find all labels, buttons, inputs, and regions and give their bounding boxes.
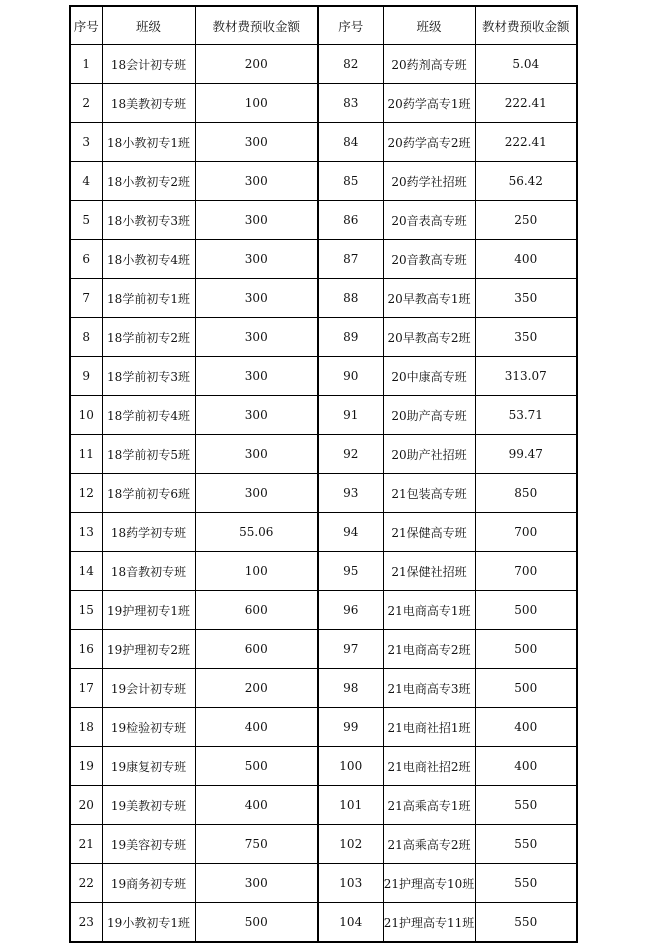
table-row <box>70 747 577 786</box>
row-amount-right: 700 <box>475 552 577 591</box>
row-class-right: 20助产高专班 <box>383 396 475 435</box>
row-index: 5 <box>70 201 102 240</box>
row-amount: 300 <box>195 474 318 513</box>
table-row <box>70 669 577 708</box>
row-class: 18学前初专6班 <box>102 474 195 513</box>
header-index: 序号 <box>70 6 102 45</box>
row-amount: 300 <box>195 396 318 435</box>
row-class: 18学前初专1班 <box>102 279 195 318</box>
table-row <box>70 162 577 201</box>
row-index: 9 <box>70 357 102 396</box>
row-index-right: 94 <box>318 513 383 552</box>
row-amount: 100 <box>195 552 318 591</box>
row-amount-right: 222.41 <box>475 123 577 162</box>
row-class-right: 21护理高专10班 <box>383 864 475 903</box>
row-class-right: 21电商高专1班 <box>383 591 475 630</box>
table-row <box>70 903 577 943</box>
row-index: 8 <box>70 318 102 357</box>
header-amount-right: 教材费预收金额 <box>475 6 577 45</box>
row-class-right: 21电商高专2班 <box>383 630 475 669</box>
row-amount: 400 <box>195 708 318 747</box>
row-amount: 500 <box>195 903 318 943</box>
row-index: 21 <box>70 825 102 864</box>
row-amount-right: 550 <box>475 903 577 943</box>
row-index-right: 102 <box>318 825 383 864</box>
row-amount: 300 <box>195 318 318 357</box>
row-class: 19商务初专班 <box>102 864 195 903</box>
row-index: 16 <box>70 630 102 669</box>
row-index: 7 <box>70 279 102 318</box>
row-amount: 300 <box>195 240 318 279</box>
row-class-right: 20早教高专1班 <box>383 279 475 318</box>
header-class: 班级 <box>102 6 195 45</box>
row-class-right: 21保健社招班 <box>383 552 475 591</box>
row-class: 18学前初专4班 <box>102 396 195 435</box>
table-row <box>70 513 577 552</box>
table-row <box>70 357 577 396</box>
row-class-right: 20早教高专2班 <box>383 318 475 357</box>
row-class-right: 21电商高专3班 <box>383 669 475 708</box>
row-class: 18学前初专5班 <box>102 435 195 474</box>
header-row <box>70 6 577 45</box>
table-row <box>70 201 577 240</box>
row-class: 19护理初专2班 <box>102 630 195 669</box>
table-row <box>70 786 577 825</box>
row-amount: 500 <box>195 747 318 786</box>
row-class: 19美容初专班 <box>102 825 195 864</box>
row-index-right: 82 <box>318 45 383 84</box>
row-amount: 300 <box>195 357 318 396</box>
row-index: 19 <box>70 747 102 786</box>
row-class: 18小教初专1班 <box>102 123 195 162</box>
row-index: 2 <box>70 84 102 123</box>
table-row <box>70 825 577 864</box>
row-class-right: 20音教高专班 <box>383 240 475 279</box>
row-class-right: 21保健高专班 <box>383 513 475 552</box>
row-index-right: 103 <box>318 864 383 903</box>
row-amount-right: 313.07 <box>475 357 577 396</box>
row-class: 19护理初专1班 <box>102 591 195 630</box>
row-amount: 200 <box>195 45 318 84</box>
row-class: 18美教初专班 <box>102 84 195 123</box>
row-amount-right: 99.47 <box>475 435 577 474</box>
row-index-right: 87 <box>318 240 383 279</box>
row-index-right: 85 <box>318 162 383 201</box>
row-amount-right: 400 <box>475 240 577 279</box>
row-amount-right: 56.42 <box>475 162 577 201</box>
row-index: 18 <box>70 708 102 747</box>
row-class-right: 20药学社招班 <box>383 162 475 201</box>
row-class: 18学前初专3班 <box>102 357 195 396</box>
row-class-right: 21电商社招2班 <box>383 747 475 786</box>
row-index: 22 <box>70 864 102 903</box>
row-amount: 400 <box>195 786 318 825</box>
table-row <box>70 630 577 669</box>
table-row <box>70 552 577 591</box>
row-index-right: 92 <box>318 435 383 474</box>
row-amount-right: 53.71 <box>475 396 577 435</box>
row-class: 18小教初专2班 <box>102 162 195 201</box>
row-class: 18小教初专3班 <box>102 201 195 240</box>
table-row <box>70 123 577 162</box>
row-amount-right: 850 <box>475 474 577 513</box>
row-class-right: 20药剂高专班 <box>383 45 475 84</box>
row-index: 1 <box>70 45 102 84</box>
row-index: 3 <box>70 123 102 162</box>
table-row <box>70 45 577 84</box>
row-index: 12 <box>70 474 102 513</box>
row-index: 4 <box>70 162 102 201</box>
row-amount: 300 <box>195 162 318 201</box>
row-amount: 300 <box>195 864 318 903</box>
table-row <box>70 84 577 123</box>
table-row <box>70 708 577 747</box>
row-index: 6 <box>70 240 102 279</box>
header-index-right: 序号 <box>318 6 383 45</box>
row-class: 19小教初专1班 <box>102 903 195 943</box>
row-amount: 600 <box>195 591 318 630</box>
row-index-right: 89 <box>318 318 383 357</box>
row-class-right: 20药学高专2班 <box>383 123 475 162</box>
row-amount: 100 <box>195 84 318 123</box>
row-index-right: 100 <box>318 747 383 786</box>
row-amount-right: 350 <box>475 279 577 318</box>
row-amount: 300 <box>195 201 318 240</box>
row-amount-right: 500 <box>475 669 577 708</box>
row-amount: 600 <box>195 630 318 669</box>
row-amount-right: 500 <box>475 591 577 630</box>
row-amount-right: 400 <box>475 708 577 747</box>
row-amount: 300 <box>195 279 318 318</box>
row-index-right: 86 <box>318 201 383 240</box>
row-amount-right: 350 <box>475 318 577 357</box>
row-class: 18药学初专班 <box>102 513 195 552</box>
table-header <box>70 6 577 45</box>
table-row <box>70 396 577 435</box>
row-amount-right: 500 <box>475 630 577 669</box>
row-amount: 300 <box>195 435 318 474</box>
row-index-right: 104 <box>318 903 383 943</box>
row-amount-right: 550 <box>475 864 577 903</box>
row-amount-right: 700 <box>475 513 577 552</box>
row-index-right: 93 <box>318 474 383 513</box>
row-index-right: 88 <box>318 279 383 318</box>
row-index: 10 <box>70 396 102 435</box>
row-class-right: 21高乘高专1班 <box>383 786 475 825</box>
header-amount: 教材费预收金额 <box>195 6 318 45</box>
row-class: 18小教初专4班 <box>102 240 195 279</box>
table-row <box>70 435 577 474</box>
row-amount: 750 <box>195 825 318 864</box>
row-class: 19美教初专班 <box>102 786 195 825</box>
row-index: 20 <box>70 786 102 825</box>
row-index-right: 98 <box>318 669 383 708</box>
row-amount-right: 222.41 <box>475 84 577 123</box>
row-index-right: 97 <box>318 630 383 669</box>
row-amount: 200 <box>195 669 318 708</box>
table-row <box>70 240 577 279</box>
row-amount: 300 <box>195 123 318 162</box>
table-row <box>70 474 577 513</box>
row-class-right: 21包装高专班 <box>383 474 475 513</box>
table-row <box>70 318 577 357</box>
row-class-right: 21护理高专11班 <box>383 903 475 943</box>
row-index: 15 <box>70 591 102 630</box>
row-amount-right: 550 <box>475 825 577 864</box>
row-index-right: 95 <box>318 552 383 591</box>
table-body <box>70 45 577 943</box>
row-class-right: 20药学高专1班 <box>383 84 475 123</box>
table-row <box>70 591 577 630</box>
textbook-fee-table <box>69 5 578 943</box>
row-class-right: 20中康高专班 <box>383 357 475 396</box>
row-index: 14 <box>70 552 102 591</box>
row-index: 17 <box>70 669 102 708</box>
row-class-right: 20音表高专班 <box>383 201 475 240</box>
table-row <box>70 279 577 318</box>
row-class: 19康复初专班 <box>102 747 195 786</box>
row-amount-right: 550 <box>475 786 577 825</box>
row-class-right: 20助产社招班 <box>383 435 475 474</box>
table-row <box>70 864 577 903</box>
row-amount-right: 5.04 <box>475 45 577 84</box>
row-index-right: 83 <box>318 84 383 123</box>
row-amount-right: 400 <box>475 747 577 786</box>
row-index: 23 <box>70 903 102 943</box>
row-class-right: 21高乘高专2班 <box>383 825 475 864</box>
row-class: 18音教初专班 <box>102 552 195 591</box>
row-class-right: 21电商社招1班 <box>383 708 475 747</box>
row-index: 11 <box>70 435 102 474</box>
row-index-right: 96 <box>318 591 383 630</box>
row-amount-right: 250 <box>475 201 577 240</box>
row-index: 13 <box>70 513 102 552</box>
row-index-right: 99 <box>318 708 383 747</box>
row-amount: 55.06 <box>195 513 318 552</box>
header-class-right: 班级 <box>383 6 475 45</box>
row-index-right: 84 <box>318 123 383 162</box>
row-class: 18会计初专班 <box>102 45 195 84</box>
row-index-right: 101 <box>318 786 383 825</box>
row-index-right: 90 <box>318 357 383 396</box>
fee-table-container <box>69 5 576 943</box>
row-class: 18学前初专2班 <box>102 318 195 357</box>
row-index-right: 91 <box>318 396 383 435</box>
row-class: 19会计初专班 <box>102 669 195 708</box>
row-class: 19检验初专班 <box>102 708 195 747</box>
